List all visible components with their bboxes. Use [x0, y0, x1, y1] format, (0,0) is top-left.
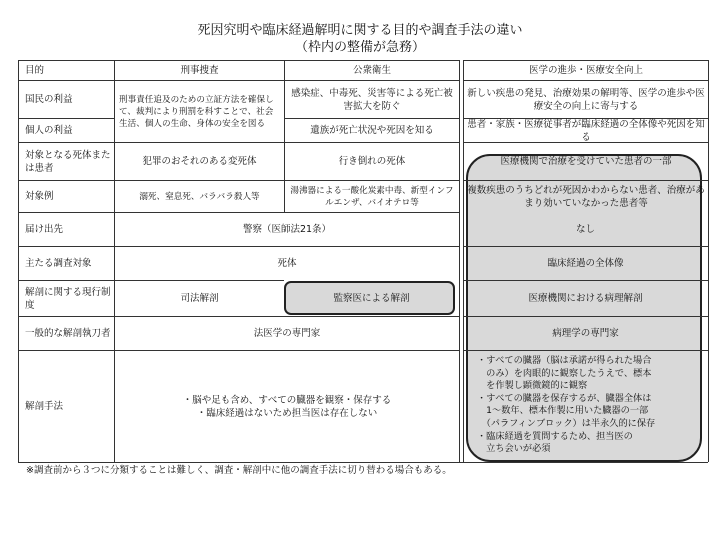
row-label-surgeon: 一般的な解剖執刀者	[18, 316, 114, 350]
footnote: ※調査前から３つに分類することは難しく、調査・解剖中に他の調査手法に切り替わる場合もある。	[26, 465, 452, 476]
medical-report-to: なし	[575, 223, 595, 235]
medical-current-system: 医療機関における病理解剖	[463, 280, 708, 316]
row-label-current-system: 解剖に関する現行制度	[18, 280, 114, 316]
criminal-public-method-line-2: ・臨床経過はないため担当医は存在しない	[196, 407, 378, 419]
header-criminal: 刑事捜査	[114, 60, 284, 80]
medical-method	[463, 350, 708, 462]
medical-main-target: 臨床経過の全体像	[463, 246, 708, 280]
page-subtitle: （枠内の整備が急務）	[294, 40, 425, 55]
row-label-method: 解剖手法	[18, 350, 114, 462]
medical-examples: 複数疾患のうちどれが死因かわからない患者、治療があまり効いていなかった患者等	[463, 180, 708, 212]
medical-method-line-6: （パラフィンブロック）は半永久的に保存	[477, 417, 656, 429]
public-health-public-benefit: 感染症、中毒死、災害等による死亡被害拡大を防ぐ	[284, 80, 459, 118]
criminal-public-main-target: 死体	[114, 246, 459, 280]
medical-method-line-4: ・すべての臓器を保存するが、臓器全体は	[477, 392, 652, 404]
criminal-target-body: 犯罪のおそれのある変死体	[114, 142, 284, 180]
medical-method-line-2: のみ）を肉眼的に観察したうえで、標本	[477, 367, 652, 379]
header-medical: 医学の進歩・医療安全向上	[463, 60, 708, 80]
row-label-individual-benefit: 個人の利益	[18, 118, 114, 142]
header-purpose: 目的	[18, 60, 114, 80]
public-health-target-body: 行き倒れの死体	[284, 142, 459, 180]
row-label-examples: 対象例	[18, 180, 114, 212]
medical-method-line-3: を作製し顕微鏡的に観察	[477, 380, 588, 392]
medical-target-body: 医療機関で治療を受けていた患者の一部	[463, 142, 708, 180]
medical-method-line-5: 1～数年、標本作製に用いた臓器の一部	[477, 405, 649, 417]
public-health-individual-benefit: 遺族が死亡状況や死因を知る	[284, 118, 459, 142]
public-health-current-system: 監察医による解剖	[333, 292, 410, 304]
medical-method-line-8: 立ち会いが必須	[477, 443, 551, 455]
comparison-table-cells	[18, 60, 708, 462]
row-label-main-target: 主たる調査対象	[18, 246, 114, 280]
criminal-public-method	[114, 350, 459, 462]
criminal-public-surgeon: 法医学の専門家	[114, 316, 459, 350]
criminal-current-system: 司法解剖	[114, 280, 284, 316]
row-label-public-benefit: 国民の利益	[18, 80, 114, 118]
row-label-report-to: 届け出先	[18, 212, 114, 246]
criminal-public-benefit: 刑事責任追及のための立証方法を確保して、裁判により刑罰を科すことで、社会生活、個人の生命、身体の安全を図る	[114, 80, 284, 142]
criminal-examples: 溺死、窒息死、バラバラ殺人等	[114, 180, 284, 212]
medical-surgeon: 病理学の専門家	[463, 316, 708, 350]
header-public-health: 公衆衛生	[284, 60, 459, 80]
medical-public-benefit: 新しい疾患の発見、治療効果の解明等、医学の進歩や医療安全の向上に寄与する	[463, 80, 708, 118]
page-title: 死因究明や臨床経過解明に関する目的や調査手法の違い	[197, 23, 523, 38]
medical-method-line-7: ・臨床経過を質問するため、担当医の	[477, 430, 633, 442]
medical-method-line-1: ・すべての臓器（脳は承諾が得られた場合	[477, 355, 652, 366]
row-label-target-body: 対象となる死体または患者	[18, 142, 114, 180]
public-health-examples: 湯沸器による一酸化炭素中毒、新型インフルエンザ、バイオテロ等	[284, 180, 459, 212]
criminal-public-report-to: 警察（医師法21条）	[114, 212, 459, 246]
medical-individual-benefit: 患者・家族・医療従事者が臨床経過の全体像や死因を知る	[463, 118, 708, 142]
criminal-public-method-line-1: ・脳や足も含め、すべての臓器を観察・保存する	[182, 394, 392, 406]
